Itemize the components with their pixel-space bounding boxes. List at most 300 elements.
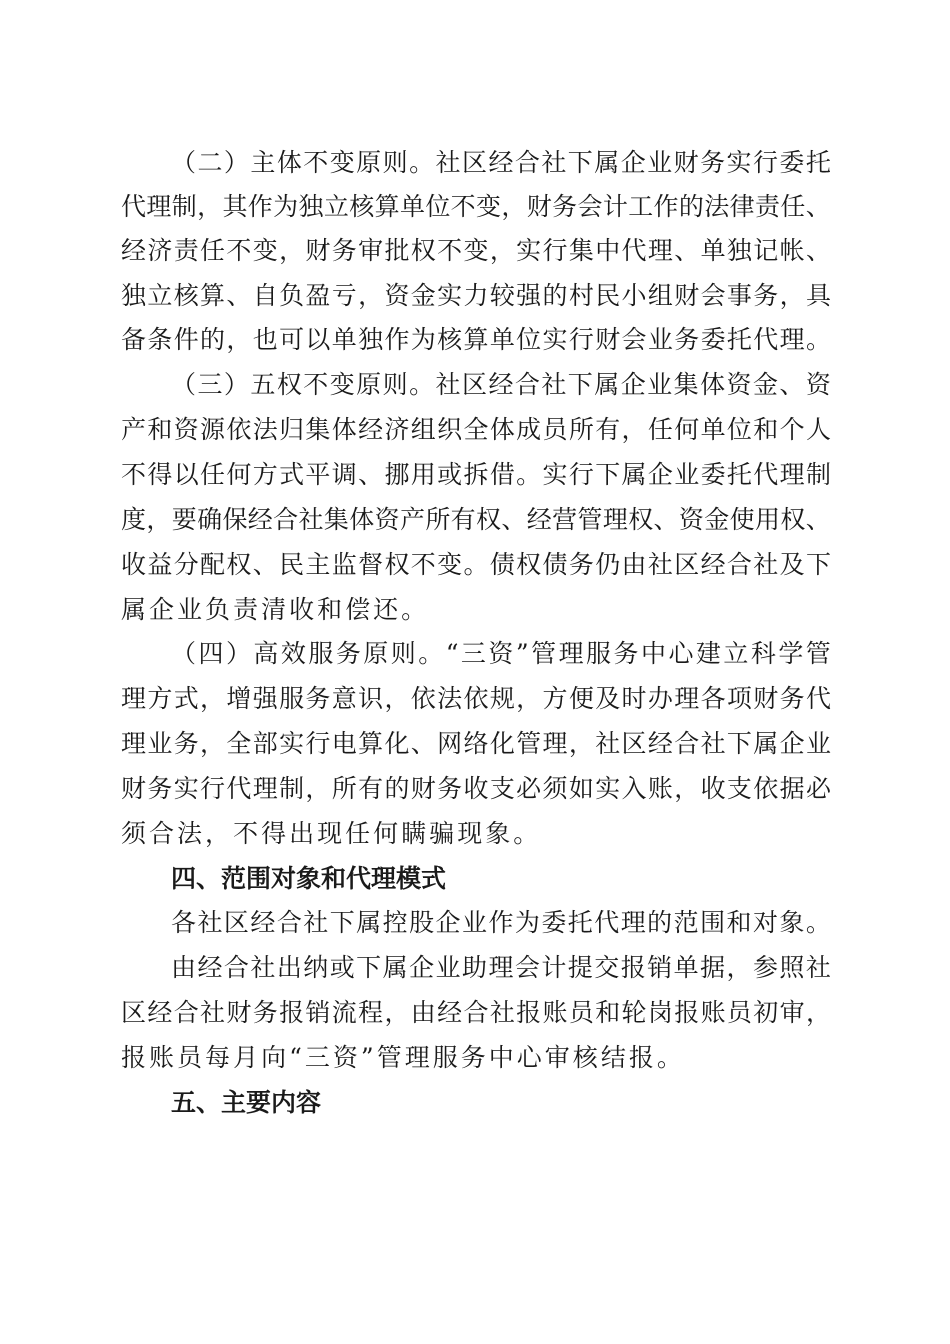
text-char: 出 — [289, 819, 318, 848]
text-char: 区 — [461, 148, 487, 177]
text-char: 责 — [754, 192, 780, 221]
text-char: 社 — [595, 729, 621, 758]
text-char: 调 — [331, 460, 357, 489]
text-char: 方 — [252, 460, 278, 489]
text-char: 要 — [171, 505, 197, 534]
text-char: 产 — [399, 505, 425, 534]
text-char: 单 — [700, 415, 726, 444]
text-char: 体 — [331, 415, 357, 444]
text-char: 四 — [198, 639, 224, 668]
text-char: 。 — [656, 1043, 685, 1072]
text-char: 和 — [317, 595, 346, 624]
text-char: 月 — [233, 1043, 262, 1072]
text-char: 行 — [568, 325, 594, 354]
text-char: 不 — [303, 148, 329, 177]
text-char: 原 — [356, 370, 382, 399]
text-char: 办 — [647, 684, 673, 713]
text-char: 经 — [121, 236, 147, 265]
text-char: 事 — [726, 281, 752, 310]
text-char: 业 — [147, 729, 173, 758]
text-char: 社 — [541, 370, 567, 399]
text-char: 原 — [363, 639, 389, 668]
text-char: 下 — [726, 729, 752, 758]
text-char: 为 — [410, 325, 436, 354]
text-char: 权 — [226, 550, 252, 579]
text-char: 合 — [173, 998, 199, 1027]
text-char: 何 — [674, 415, 700, 444]
text-line — [121, 588, 831, 632]
text-char: 、 — [501, 505, 527, 534]
text-char: ， — [621, 415, 647, 444]
text-char: 二 — [197, 148, 223, 177]
text-char: 负 — [279, 281, 305, 310]
text-char: 何 — [373, 819, 402, 848]
text-char: 区 — [674, 550, 700, 579]
text-char: ， — [568, 729, 594, 758]
text-char: 企 — [435, 908, 461, 937]
text-char: 代 — [753, 325, 779, 354]
text-char: 记 — [753, 236, 779, 265]
text-char: 制 — [279, 774, 305, 803]
text-char: 批 — [384, 236, 410, 265]
text-char: 业 — [461, 908, 487, 937]
text-char: 独 — [726, 236, 752, 265]
text-char: 或 — [437, 460, 463, 489]
text-char: 实 — [595, 774, 621, 803]
text-char: 区 — [461, 370, 487, 399]
text-char: 程 — [358, 998, 384, 1027]
text-char: 的 — [647, 908, 673, 937]
text-char: 企 — [409, 953, 435, 982]
text-char: 服 — [432, 1043, 461, 1072]
text-char: 提 — [567, 953, 593, 982]
text-char: 必 — [805, 774, 831, 803]
text-char: 营 — [552, 505, 578, 534]
text-char: 变 — [463, 236, 489, 265]
text-char: 组 — [410, 415, 436, 444]
text-char: 务 — [779, 684, 805, 713]
text-char: 社 — [197, 908, 223, 937]
text-char: 财 — [753, 684, 779, 713]
text-char: 全 — [226, 729, 252, 758]
text-line — [121, 991, 831, 1035]
text-char: 委 — [700, 460, 726, 489]
text-char: 员 — [177, 1043, 206, 1072]
text-char: 件 — [173, 325, 199, 354]
text-char: 企 — [647, 460, 673, 489]
text-char: 法 — [437, 684, 463, 713]
text-char: 如 — [568, 774, 594, 803]
text-char: 依 — [226, 415, 252, 444]
text-char: 、 — [805, 505, 831, 534]
text-char: 属 — [621, 460, 647, 489]
text-char: 何 — [226, 460, 252, 489]
text-char: 可 — [279, 325, 305, 354]
text-char: 中 — [595, 236, 621, 265]
text-char: 企 — [149, 595, 178, 624]
text-char: 务 — [331, 236, 357, 265]
text-char: 作 — [488, 908, 514, 937]
text-char: 会 — [514, 953, 540, 982]
text-char: 负 — [205, 595, 234, 624]
text-char: 、 — [805, 236, 831, 265]
text-line — [171, 632, 831, 676]
text-line — [171, 901, 831, 945]
text-char: 得 — [147, 460, 173, 489]
text-char: 员 — [726, 998, 752, 1027]
section-heading: 四、范围对象和代理模式 — [171, 864, 447, 893]
text-char: 围 — [700, 908, 726, 937]
text-char: 权 — [276, 370, 302, 399]
text-char: 位 — [425, 192, 451, 221]
text-line — [121, 229, 831, 273]
text-char: 三 — [304, 1043, 333, 1072]
text-char: 五 — [250, 370, 276, 399]
text-char: 全 — [463, 415, 489, 444]
text-char: 务 — [674, 325, 700, 354]
text-char: 条 — [147, 325, 173, 354]
text-char: 报 — [620, 953, 646, 982]
text-char: 经 — [488, 148, 514, 177]
text-char: 资 — [332, 1043, 361, 1072]
text-char: 务 — [552, 192, 578, 221]
text-char: 心 — [516, 1043, 545, 1072]
text-char: 财 — [674, 281, 700, 310]
text-char: 科 — [750, 639, 776, 668]
text-char: 管 — [531, 639, 557, 668]
text-char: 社 — [303, 908, 329, 937]
text-char: 经 — [147, 998, 173, 1027]
text-char: 社 — [435, 148, 461, 177]
text-char: 资 — [678, 505, 704, 534]
text-line — [121, 274, 831, 318]
text-char: 核 — [572, 1043, 601, 1072]
text-char: 审 — [779, 998, 805, 1027]
text-char: 财 — [226, 998, 252, 1027]
text-char: 经 — [358, 415, 384, 444]
text-char: 实 — [173, 774, 199, 803]
text-char: 下 — [805, 550, 831, 579]
text-char: 计 — [541, 953, 567, 982]
text-char: 社 — [541, 148, 567, 177]
text-char: 体 — [700, 370, 726, 399]
text-char: 经 — [700, 550, 726, 579]
text-char: 经 — [647, 729, 673, 758]
text-char: 单 — [331, 325, 357, 354]
text-char: 务 — [613, 639, 639, 668]
text-char: 岗 — [647, 998, 673, 1027]
text-char: 收 — [463, 774, 489, 803]
text-char: 行 — [752, 148, 778, 177]
text-char: 合 — [273, 505, 299, 534]
text-char: 用 — [410, 460, 436, 489]
text-char: 帐 — [779, 236, 805, 265]
text-char: 督 — [358, 550, 384, 579]
text-char: 监 — [331, 550, 357, 579]
text-char: 据 — [700, 953, 726, 982]
text-char: 及 — [779, 550, 805, 579]
text-char: 有 — [450, 505, 476, 534]
text-char: 由 — [171, 953, 197, 982]
text-char: 业 — [674, 460, 700, 489]
text-char: 人 — [805, 415, 831, 444]
text-char: 作 — [247, 192, 273, 221]
text-char: 计 — [602, 192, 628, 221]
text-char: 为 — [273, 192, 299, 221]
text-char: 借 — [489, 460, 515, 489]
text-line — [121, 767, 831, 811]
text-char: 、 — [358, 460, 384, 489]
text-char: 委 — [779, 148, 805, 177]
text-char: 、 — [674, 236, 700, 265]
text-char: 债 — [489, 550, 515, 579]
text-line — [121, 722, 831, 766]
text-char: 清 — [261, 595, 290, 624]
text-char: 不 — [410, 550, 436, 579]
text-char: 向 — [261, 1043, 290, 1072]
text-char: 管 — [805, 639, 831, 668]
text-char: 各 — [700, 684, 726, 713]
text-char: 变 — [437, 550, 463, 579]
text-char: 学 — [778, 639, 804, 668]
text-char: 强 — [252, 684, 278, 713]
text-char: 行 — [305, 729, 331, 758]
text-char: 务 — [335, 639, 361, 668]
text-char: 济 — [147, 236, 173, 265]
text-char: 收 — [121, 550, 147, 579]
text-char: ） — [223, 148, 249, 177]
text-char: 增 — [226, 684, 252, 713]
text-char: 民 — [279, 550, 305, 579]
text-char: 以 — [305, 325, 331, 354]
text-char: ， — [501, 192, 527, 221]
text-char: 不 — [233, 819, 262, 848]
text-char: 理 — [121, 684, 147, 713]
text-char: 算 — [200, 281, 226, 310]
text-char: 社 — [200, 998, 226, 1027]
text-char: 偿 — [345, 595, 374, 624]
text-char: 、 — [779, 370, 805, 399]
text-char: ， — [279, 236, 305, 265]
text-char: 入 — [621, 774, 647, 803]
text-char: 方 — [542, 684, 568, 713]
text-char: 业 — [177, 595, 206, 624]
text-char: 财 — [305, 236, 331, 265]
text-char: 属 — [594, 370, 620, 399]
text-line — [121, 1036, 831, 1080]
text-char: 所 — [425, 505, 451, 534]
text-char: 务 — [437, 774, 463, 803]
text-char: 也 — [252, 325, 278, 354]
text-char: 和 — [147, 415, 173, 444]
text-char: 务 — [305, 684, 331, 713]
text-char: 电 — [331, 729, 357, 758]
text-line — [171, 363, 831, 407]
text-char: 由 — [410, 998, 436, 1027]
text-char: 审 — [358, 236, 384, 265]
text-char: 产 — [121, 415, 147, 444]
text-char: ， — [674, 774, 700, 803]
text-char: 金 — [704, 505, 730, 534]
text-char: 财 — [526, 192, 552, 221]
text-char: 各 — [171, 908, 197, 937]
text-char: 式 — [279, 460, 305, 489]
text-char: 化 — [384, 729, 410, 758]
text-char: 任 — [200, 460, 226, 489]
text-char: 代 — [594, 908, 620, 937]
text-char: 财 — [673, 148, 699, 177]
text-line — [171, 946, 831, 990]
text-char: 业 — [435, 953, 461, 982]
text-char: 合 — [276, 908, 302, 937]
text-char: ， — [305, 774, 331, 803]
text-char: 络 — [463, 729, 489, 758]
text-char: ” — [515, 639, 529, 668]
text-char: 、 — [410, 729, 436, 758]
text-char: 托 — [805, 148, 831, 177]
text-char: 法 — [704, 192, 730, 221]
text-char: 体 — [489, 415, 515, 444]
text-char: 务 — [460, 1043, 489, 1072]
text-char: 下 — [595, 460, 621, 489]
text-char: 代 — [621, 236, 647, 265]
text-char: 经 — [247, 505, 273, 534]
text-char: 股 — [409, 908, 435, 937]
text-char: 和 — [753, 415, 779, 444]
text-char: 核 — [349, 192, 375, 221]
text-char: ， — [779, 281, 805, 310]
text-char: 织 — [437, 415, 463, 444]
text-char: 部 — [252, 729, 278, 758]
text-char: 还 — [373, 595, 402, 624]
text-char: 拆 — [463, 460, 489, 489]
text-char: 属 — [594, 148, 620, 177]
text-char: “ — [289, 1043, 305, 1072]
text-char: 三 — [197, 370, 223, 399]
text-char: 出 — [276, 953, 302, 982]
text-char: 体 — [349, 505, 375, 534]
text-char: 、 — [653, 505, 679, 534]
text-char: 任 — [647, 415, 673, 444]
text-char: 代 — [753, 460, 779, 489]
text-char: 具 — [805, 281, 831, 310]
text-char: 社 — [489, 998, 515, 1027]
text-char: 须 — [121, 819, 150, 848]
text-char: 报 — [516, 998, 542, 1027]
text-char: 托 — [726, 325, 752, 354]
text-char: 象 — [485, 819, 514, 848]
text-char: 得 — [261, 819, 290, 848]
text-char: 权 — [476, 505, 502, 534]
text-char: 三 — [460, 639, 486, 668]
text-char: ， — [200, 684, 226, 713]
text-char: 自 — [252, 281, 278, 310]
text-char: 纳 — [303, 953, 329, 982]
text-char: 服 — [308, 639, 334, 668]
text-char: 所 — [331, 774, 357, 803]
text-char: 支 — [726, 774, 752, 803]
text-char: 主 — [250, 148, 276, 177]
text-char: （ — [171, 370, 197, 399]
text-char: 理 — [404, 1043, 433, 1072]
text-char: 力 — [463, 281, 489, 310]
text-char: 独 — [121, 281, 147, 310]
text-char: 代 — [805, 684, 831, 713]
text-char: ） — [223, 370, 249, 399]
text-char: 独 — [298, 192, 324, 221]
text-line — [121, 543, 831, 587]
text-char: 行 — [542, 236, 568, 265]
text-char: 任 — [200, 236, 226, 265]
text-char: 单 — [673, 953, 699, 982]
text-char: 经 — [197, 953, 223, 982]
text-char: 财 — [410, 774, 436, 803]
text-char: 法 — [177, 819, 206, 848]
text-char: 托 — [567, 908, 593, 937]
text-char: 。 — [418, 639, 444, 668]
text-char: 实 — [437, 281, 463, 310]
text-char: 企 — [620, 370, 646, 399]
text-char: 集 — [673, 370, 699, 399]
text-char: 属 — [753, 729, 779, 758]
text-char: 理 — [674, 684, 700, 713]
text-char: 服 — [279, 684, 305, 713]
text-char: ， — [384, 998, 410, 1027]
text-char: ， — [197, 192, 223, 221]
text-char: 心 — [668, 639, 694, 668]
text-char: 。 — [463, 550, 489, 579]
text-char: 账 — [700, 998, 726, 1027]
text-char: ， — [146, 505, 172, 534]
text-char: ， — [358, 281, 384, 310]
text-char: 销 — [305, 998, 331, 1027]
text-char: 理 — [620, 908, 646, 937]
text-char: 员 — [568, 998, 594, 1027]
text-char: 、 — [226, 281, 252, 310]
text-char: 收 — [289, 595, 318, 624]
text-char: 中 — [640, 639, 666, 668]
text-char: 账 — [149, 1043, 178, 1072]
text-char: 分 — [173, 550, 199, 579]
text-char: 的 — [542, 281, 568, 310]
text-char: 民 — [595, 281, 621, 310]
text-char: 照 — [779, 953, 805, 982]
text-line — [121, 498, 831, 542]
text-char: 集 — [568, 236, 594, 265]
text-char: 销 — [647, 953, 673, 982]
text-char: （ — [171, 148, 197, 177]
text-char: 和 — [595, 998, 621, 1027]
text-char: 骗 — [429, 819, 458, 848]
text-char: 区 — [621, 729, 647, 758]
text-char: 时 — [621, 684, 647, 713]
text-char: 作 — [653, 192, 679, 221]
text-char: 实 — [516, 236, 542, 265]
text-char: 算 — [358, 729, 384, 758]
text-char: 合 — [514, 370, 540, 399]
text-char: 务 — [753, 281, 779, 310]
text-char: 归 — [279, 415, 305, 444]
text-char: 对 — [752, 908, 778, 937]
text-char: 位 — [516, 325, 542, 354]
text-char: 实 — [279, 729, 305, 758]
text-char: 效 — [280, 639, 306, 668]
text-char: ” — [360, 1043, 377, 1072]
text-char: ， — [805, 998, 831, 1027]
text-char: 。 — [805, 908, 831, 937]
text-char: 区 — [223, 908, 249, 937]
text-char: 服 — [586, 639, 612, 668]
